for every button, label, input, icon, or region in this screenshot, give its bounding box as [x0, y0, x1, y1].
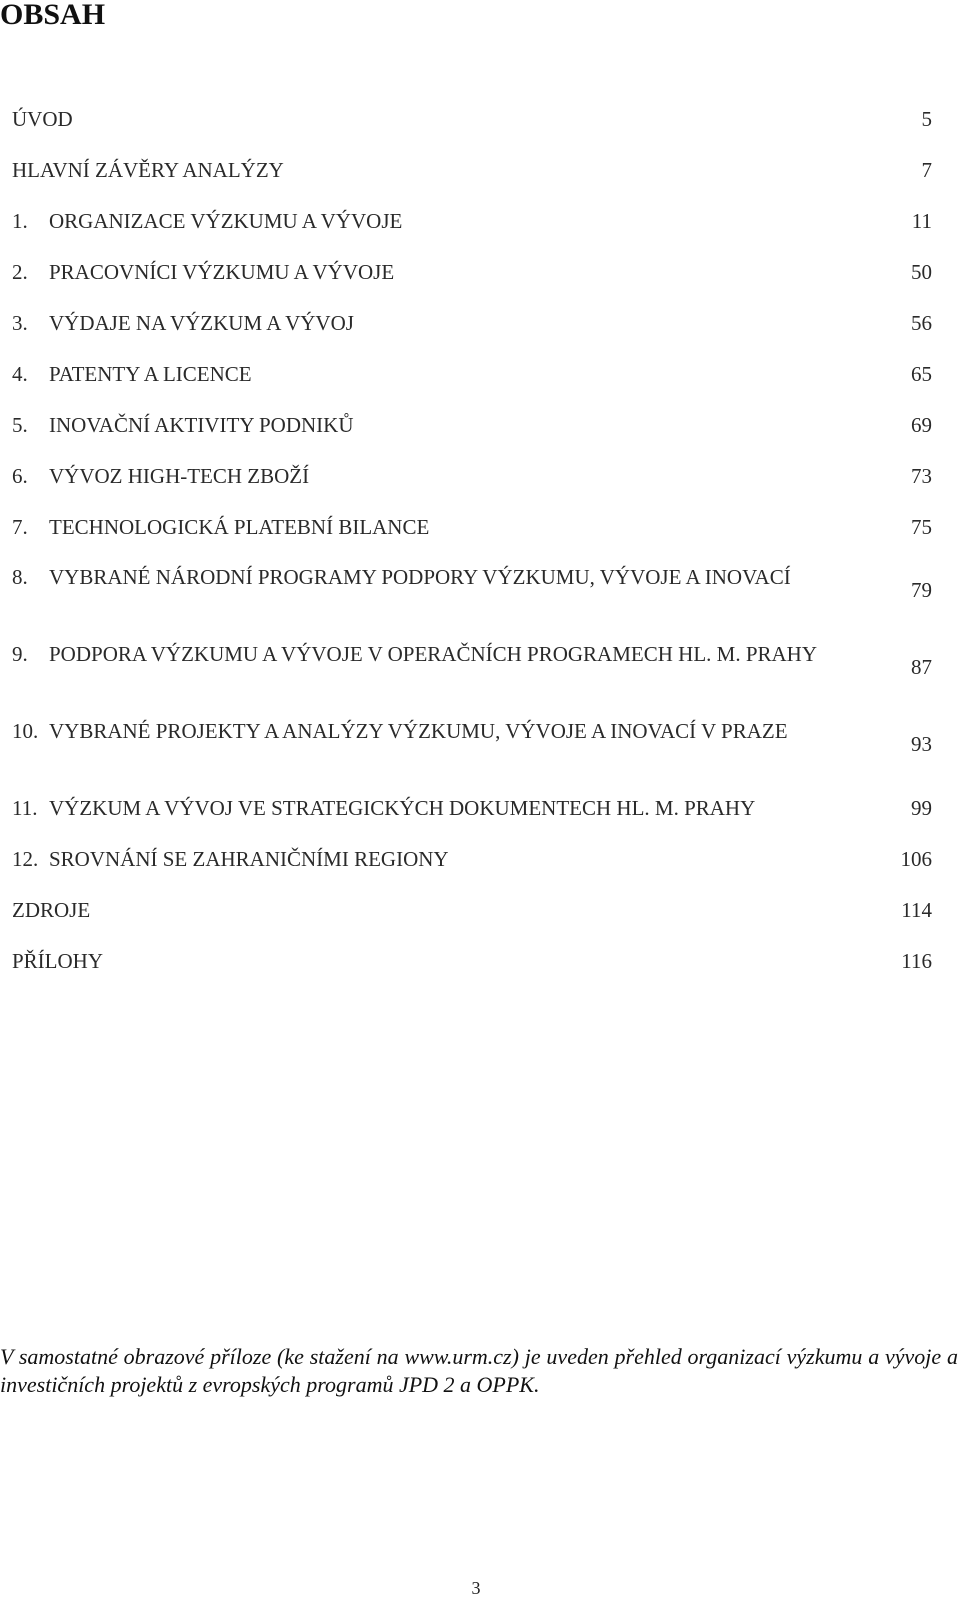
toc-entry-label: VYBRANÉ NÁRODNÍ PROGRAMY PODPORY VÝZKUMU, VÝVOJE A INOVACÍ: [49, 565, 791, 589]
toc-entry-page: 87: [911, 655, 932, 679]
toc-entry-number: 4.: [12, 362, 28, 386]
toc-entry-page: 79: [911, 578, 932, 602]
toc-entry-number: 12.: [12, 847, 39, 871]
toc-entry-number: 2.: [12, 260, 28, 284]
toc-entry-page: 65: [911, 362, 932, 386]
toc-entry-page: 7: [921, 158, 932, 182]
toc-entry-page: 69: [911, 413, 932, 437]
toc-entry-page: 11: [911, 209, 932, 233]
toc-entry-label: VÝDAJE NA VÝZKUM A VÝVOJ: [49, 311, 354, 335]
attachment-note: V samostatné obrazové příloze (ke stažení na www.urm.cz) je uveden přehled organizací výzkumu a vývoje a investičních projektů z evropských programů JPD 2 a OPPK.: [0, 1344, 958, 1397]
toc-entry-number: 7.: [12, 515, 28, 539]
toc-entry-number: 3.: [12, 311, 28, 335]
toc-entry-label: ORGANIZACE VÝZKUMU A VÝVOJE: [49, 209, 403, 233]
toc-entry-page: 75: [911, 515, 932, 539]
toc-entry-label: PATENTY A LICENCE: [49, 362, 252, 386]
toc-entry-label: VÝZKUM A VÝVOJ VE STRATEGICKÝCH DOKUMENTECH HL. M. PRAHY: [49, 796, 756, 820]
toc-entry-label: INOVAČNÍ AKTIVITY PODNIKŮ: [49, 413, 354, 437]
page-number: 3: [471, 1578, 481, 1598]
toc-entry-number: 6.: [12, 464, 28, 488]
toc-entry-page: 73: [911, 464, 932, 488]
toc-entry-page: 56: [911, 311, 932, 335]
toc-entry-label: PODPORA VÝZKUMU A VÝVOJE V OPERAČNÍCH PROGRAMECH HL. M. PRAHY: [49, 642, 817, 666]
toc-entry-number: 1.: [12, 209, 28, 233]
toc-entry-number: 5.: [12, 413, 28, 437]
toc-entry-number: 9.: [12, 642, 28, 666]
toc-entry-label: HLAVNÍ ZÁVĚRY ANALÝZY: [12, 158, 284, 182]
toc-entry-number: 10.: [12, 719, 39, 743]
toc-entry-page: 99: [911, 796, 932, 820]
toc-entry-label: SROVNÁNÍ SE ZAHRANIČNÍMI REGIONY: [49, 847, 449, 871]
page-title: OBSAH: [0, 0, 106, 31]
toc-entry-page: 50: [911, 260, 932, 284]
toc-entry-label: TECHNOLOGICKÁ PLATEBNÍ BILANCE: [49, 515, 430, 539]
toc-entry-page: 5: [921, 107, 932, 131]
toc-entry-page: 106: [900, 847, 932, 871]
toc-entry-page: 93: [911, 732, 932, 756]
toc-entry-label: ÚVOD: [12, 107, 73, 131]
toc-entry-page: 116: [901, 949, 932, 973]
toc-entry-number: 8.: [12, 565, 28, 589]
toc-entry-label: VÝVOZ HIGH-TECH ZBOŽÍ: [49, 464, 310, 488]
toc-entry-number: 11.: [12, 796, 38, 820]
toc-entry-label: VYBRANÉ PROJEKTY A ANALÝZY VÝZKUMU, VÝVOJE A INOVACÍ V PRAZE: [49, 719, 788, 743]
toc-entry-page: 114: [901, 898, 932, 922]
toc-entry-label: PŘÍLOHY: [12, 949, 104, 973]
toc-entry-label: PRACOVNÍCI VÝZKUMU A VÝVOJE: [49, 260, 395, 284]
toc-entry-label: ZDROJE: [12, 898, 91, 922]
